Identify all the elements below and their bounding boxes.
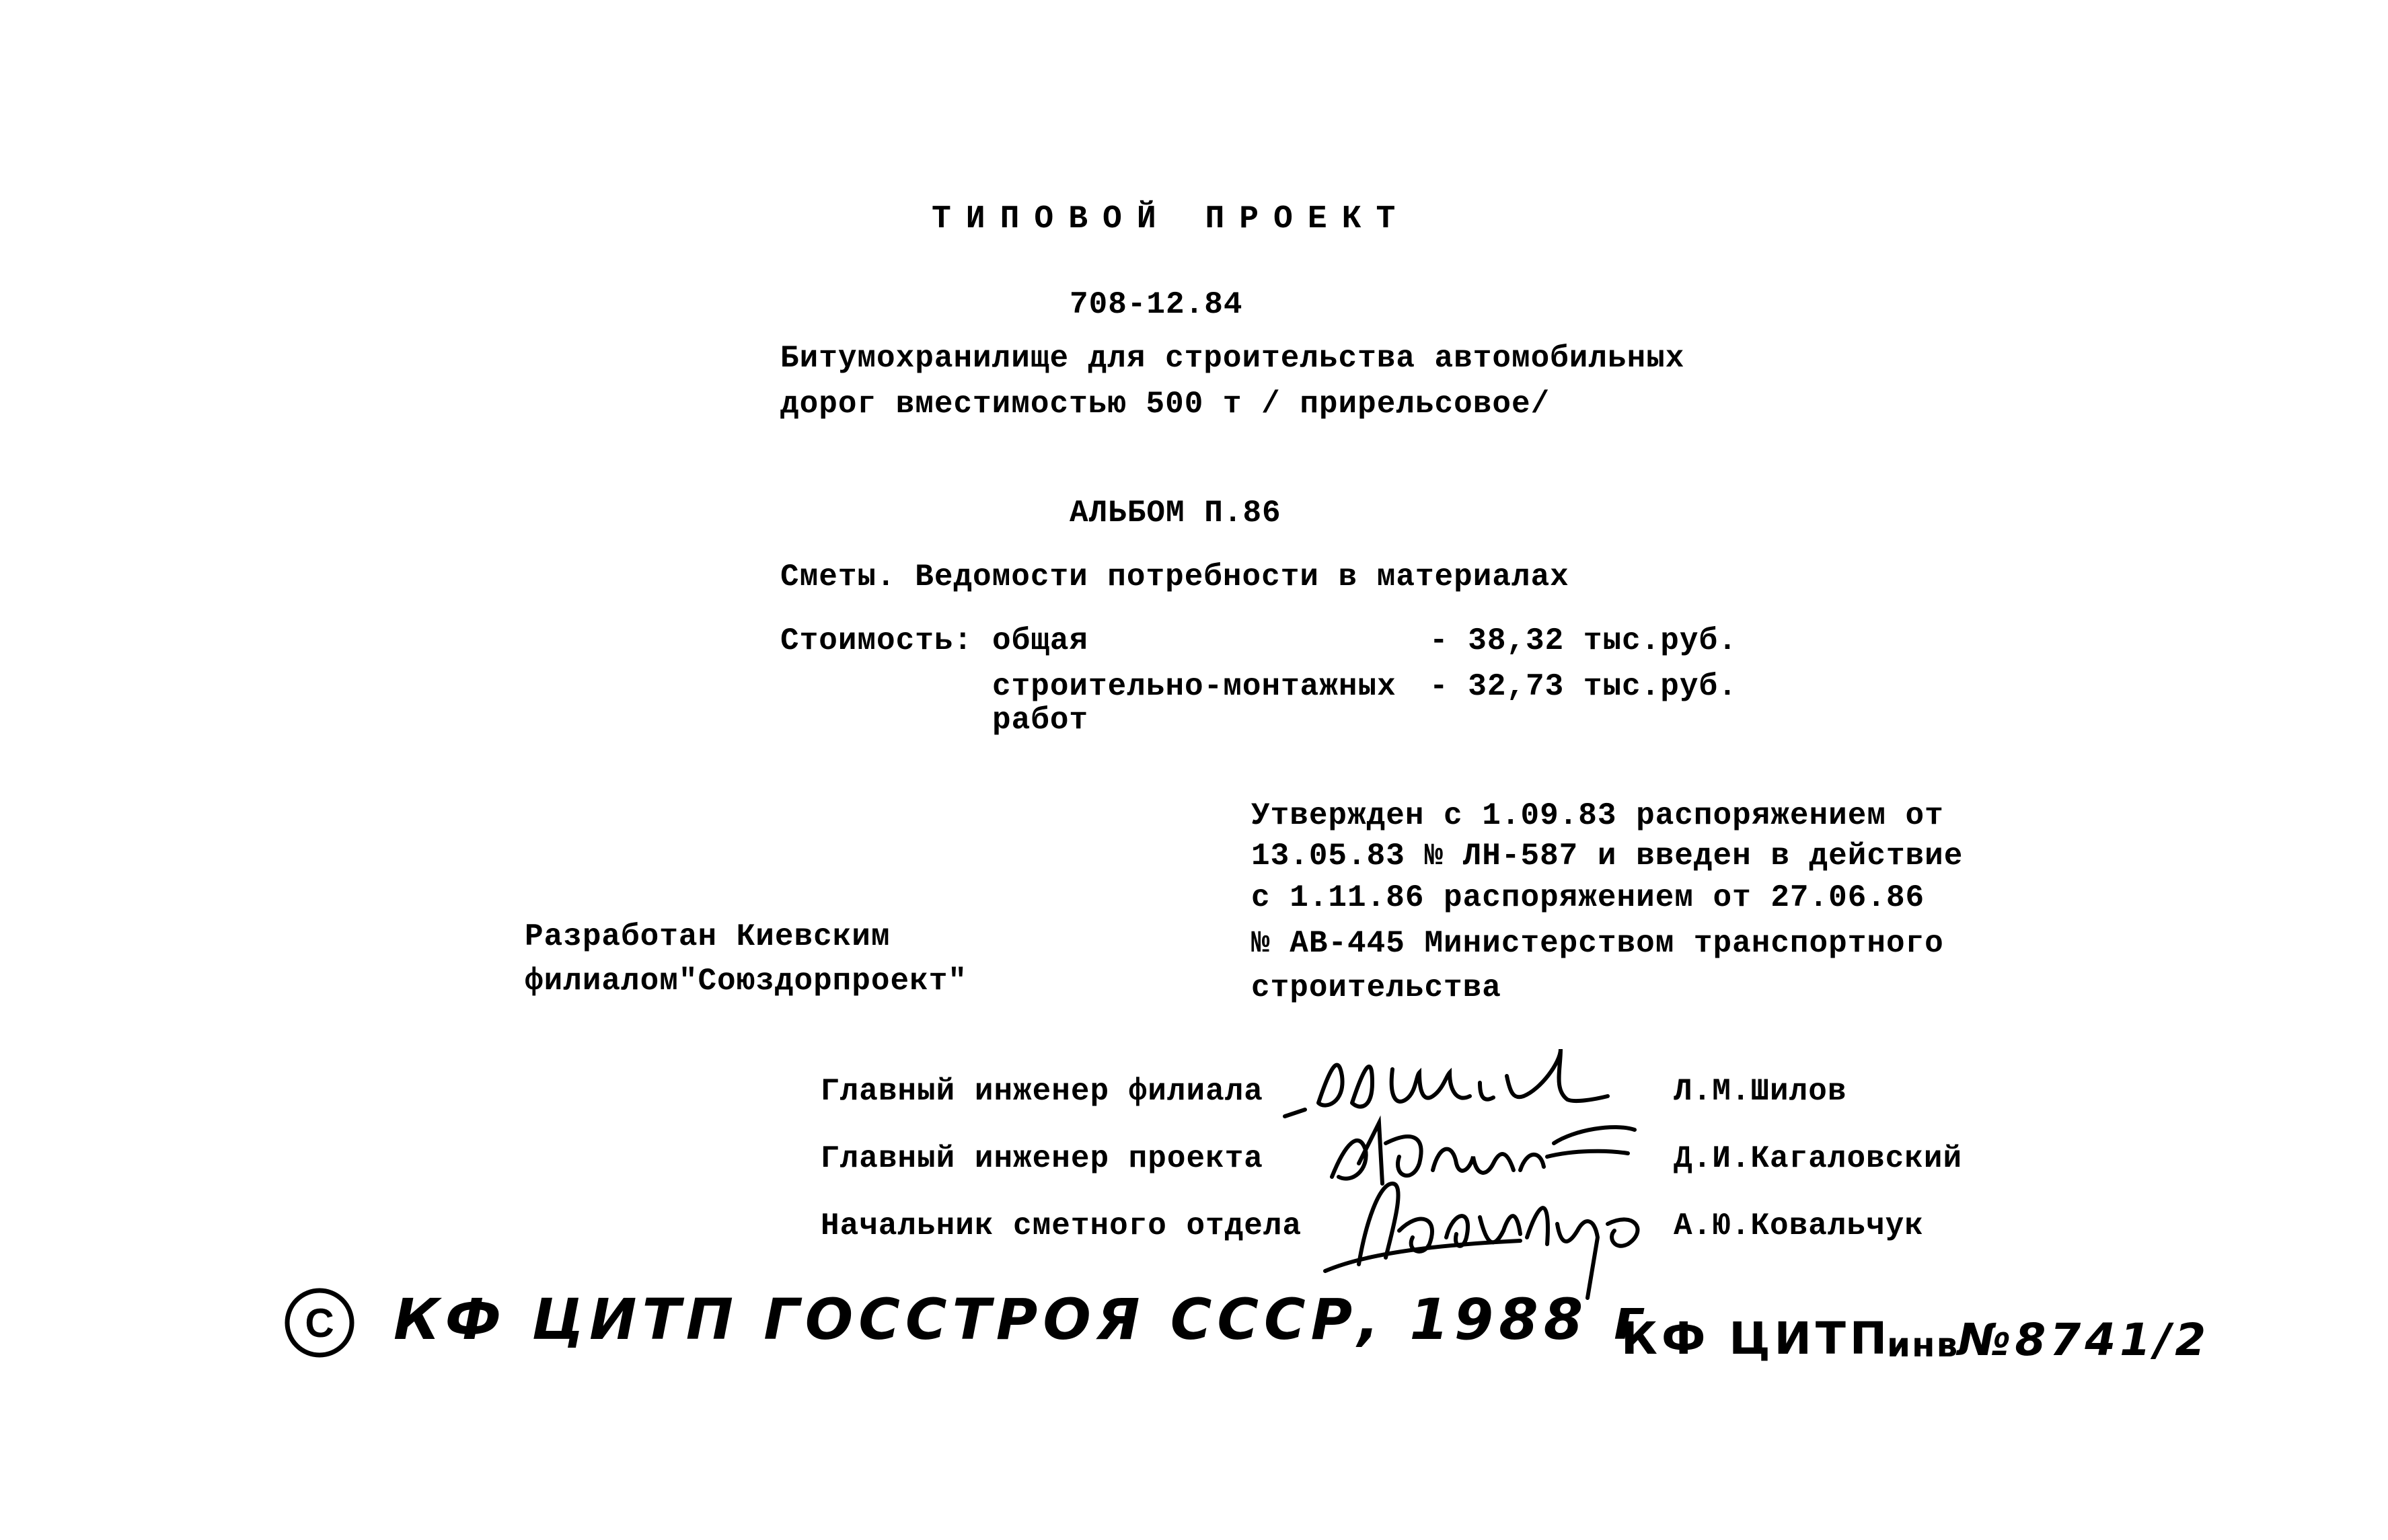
cost-label: Стоимость: <box>780 623 973 658</box>
cost-total-value: - 38,32 тыс.руб. <box>1429 623 1738 658</box>
signatory-position-2: Главный инженер проекта <box>821 1141 1263 1176</box>
document-type-title: ТИПОВОЙ ПРОЕКТ <box>932 201 1411 237</box>
approval-line-3: с 1.11.86 распоряжением от 27.06.86 <box>1251 880 1925 915</box>
copyright-letter: C <box>305 1301 334 1346</box>
footer-inventory-number: №8741/2 <box>1957 1314 2210 1366</box>
album-number: АЛЬБОМ П.86 <box>1070 496 1281 531</box>
signatory-name-1: Л.М.Шилов <box>1674 1074 1847 1109</box>
project-name-line-1: Битумохранилище для строительства автомобильных <box>780 341 1685 376</box>
approval-line-5: строительства <box>1251 970 1501 1005</box>
copyright-symbol-icon <box>283 1286 357 1360</box>
developer-line-2: филиалом"Союздорпроект" <box>525 964 967 999</box>
signatory-position-3: Начальник сметного отдела <box>821 1208 1302 1243</box>
cost-cmr-value: - 32,73 тыс.руб. <box>1429 669 1738 704</box>
developer-line-1: Разработан Киевским <box>525 919 891 954</box>
signatory-position-1: Главный инженер филиала <box>821 1074 1263 1109</box>
signature-kovalchuk <box>1318 1170 1668 1305</box>
project-name-line-2: дорог вместимостью 500 т / прирельсовое/ <box>780 387 1551 422</box>
footer-stamp-text: КФ ЦИТП ГОССТРОЯ СССР, 1988 г <box>394 1286 1649 1352</box>
project-number: 708-12.84 <box>1070 287 1243 322</box>
album-subject: Сметы. Ведомости потребности в материалах <box>780 560 1569 594</box>
signatory-name-2: Д.И.Кагаловский <box>1674 1141 1963 1176</box>
approval-line-4: № АВ-445 Министерством транспортного <box>1251 926 1944 961</box>
cost-cmr-label-line-2: работ <box>992 703 1089 738</box>
footer-inventory-label: инв <box>1887 1325 1960 1364</box>
cost-cmr-label-line-1: строительно-монтажных <box>992 669 1396 704</box>
cost-total-label: общая <box>992 623 1089 658</box>
signatory-name-3: А.Ю.Ковальчук <box>1674 1208 1924 1243</box>
footer-inventory-org: КФ ЦИТП <box>1621 1313 1892 1364</box>
approval-line-1: Утвержден с 1.09.83 распоряжением от <box>1251 798 1944 833</box>
approval-line-2: 13.05.83 № ЛН-587 и введен в действие <box>1251 839 1964 874</box>
